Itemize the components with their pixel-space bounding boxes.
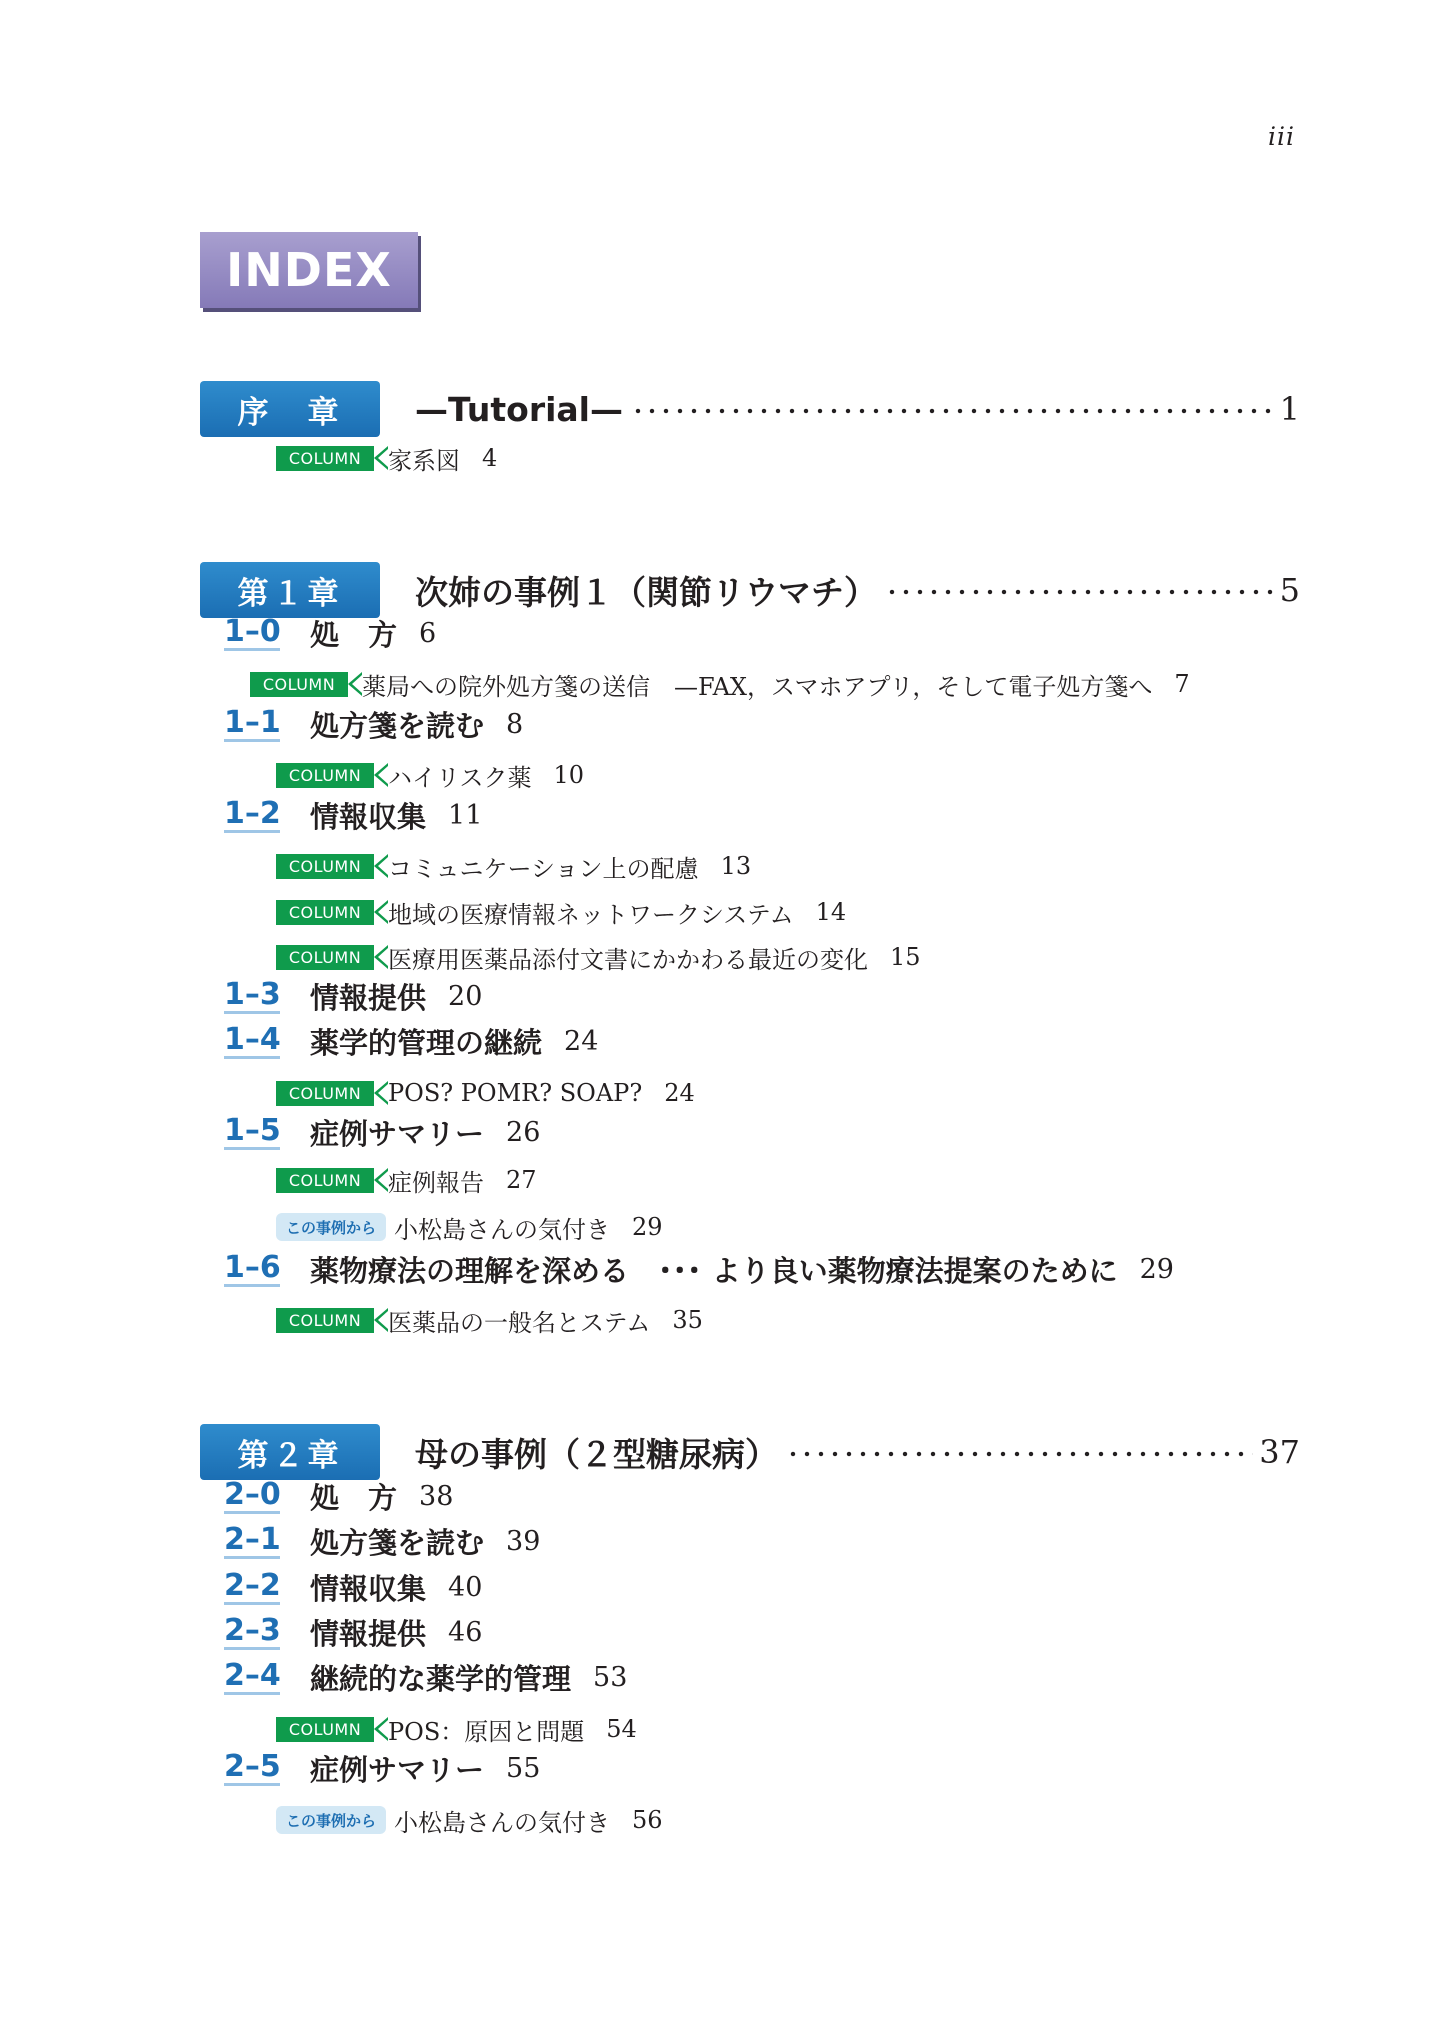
chapter-heading[interactable]	[200, 1424, 1300, 1480]
section-title: 処方箋を読む	[310, 708, 485, 743]
section-title: 情報収集	[310, 799, 427, 834]
section-page: 20	[448, 980, 483, 1012]
leader-dots	[631, 408, 1274, 414]
section-page: 55	[506, 1752, 541, 1784]
column-title: コミュニケーション上の配慮	[388, 854, 699, 883]
section-entry[interactable]	[224, 1021, 598, 1061]
section-number: 1–4	[224, 1021, 281, 1057]
section-entry[interactable]	[224, 1521, 540, 1561]
section-page: 24	[564, 1025, 599, 1057]
section-title: 継続的な薬学的管理	[310, 1661, 572, 1696]
chapter-heading[interactable]	[200, 381, 1300, 437]
section-entry[interactable]	[224, 1748, 540, 1788]
column-entry[interactable]	[250, 668, 1190, 700]
chapter-page: 37	[1259, 1433, 1300, 1471]
column-page: 14	[815, 898, 847, 926]
section-title: 情報収集	[310, 1571, 427, 1606]
column-badge: COLUMN	[276, 945, 374, 970]
chapter-page: 1	[1279, 390, 1300, 428]
chapter-page: 5	[1279, 571, 1300, 609]
section-entry[interactable]	[224, 976, 482, 1016]
section-entry[interactable]	[224, 1476, 453, 1516]
section-entry[interactable]	[224, 704, 523, 744]
section-number: 2–2	[224, 1567, 281, 1603]
column-entry[interactable]	[276, 850, 751, 882]
column-entry[interactable]	[276, 1304, 703, 1336]
column-page: 35	[672, 1306, 703, 1334]
chapter-title: 次姉の事例１（関節リウマチ）	[415, 572, 877, 612]
column-badge: COLUMN	[276, 1717, 374, 1742]
chapter-badge: 第１章	[200, 562, 380, 618]
chapter-title-row	[415, 562, 1300, 618]
column-entry[interactable]	[276, 759, 584, 791]
column-title: POS? POMR? SOAP?	[388, 1079, 643, 1107]
column-page: 13	[720, 852, 752, 880]
column-page: 24	[664, 1079, 695, 1107]
page-number: iii	[1268, 122, 1295, 151]
case-entry[interactable]	[276, 1804, 663, 1836]
column-title: 地域の医療情報ネットワークシステム	[388, 900, 794, 929]
section-number: 2–0	[224, 1476, 281, 1512]
section-page: 53	[593, 1661, 628, 1693]
section-title: 処 方	[310, 1480, 398, 1515]
column-entry[interactable]	[276, 941, 921, 973]
section-title: 処 方	[310, 617, 398, 652]
section-page: 38	[419, 1480, 454, 1512]
column-page: 54	[606, 1715, 637, 1743]
column-badge: COLUMN	[276, 446, 374, 471]
case-page: 29	[632, 1213, 663, 1241]
case-badge: この事例から	[276, 1806, 386, 1834]
section-number: 1–3	[224, 976, 281, 1012]
chapter-title: 母の事例（２型糖尿病）	[415, 1434, 778, 1474]
column-badge: COLUMN	[276, 1081, 374, 1106]
section-number: 2–1	[224, 1521, 281, 1557]
chapter-title-row	[415, 1424, 1300, 1480]
section-entry[interactable]	[224, 1657, 627, 1697]
section-number: 1–1	[224, 704, 281, 740]
column-badge: COLUMN	[276, 763, 374, 788]
chapter-badge: 序 章	[200, 381, 380, 437]
column-page: 10	[553, 761, 585, 789]
column-title: 医薬品の一般名とステム	[388, 1308, 651, 1337]
column-title: 薬局への院外処方箋の送信 —FAX，スマホアプリ，そして電子処方箋へ	[362, 672, 1153, 701]
section-number: 1–0	[224, 613, 281, 649]
section-title: 症例サマリー	[310, 1116, 485, 1151]
section-title: 情報提供	[310, 1616, 427, 1651]
column-badge: COLUMN	[276, 854, 374, 879]
column-title: 家系図	[388, 446, 460, 475]
section-page: 26	[506, 1116, 541, 1148]
case-entry[interactable]	[276, 1211, 663, 1243]
column-page: 27	[506, 1166, 537, 1194]
column-entry[interactable]	[276, 442, 497, 474]
column-entry[interactable]	[276, 1077, 695, 1109]
section-page: 46	[448, 1616, 483, 1648]
case-page: 56	[632, 1806, 663, 1834]
chapter-badge: 第２章	[200, 1424, 380, 1480]
section-page: 8	[506, 708, 524, 740]
leader-dots	[885, 589, 1274, 595]
section-entry[interactable]	[224, 613, 436, 653]
section-title: 症例サマリー	[310, 1752, 485, 1787]
column-title: 医療用医薬品添付文書にかかわる最近の変化	[388, 945, 868, 974]
chapter-title: —Tutorial—	[415, 389, 623, 429]
section-title: 処方箋を読む	[310, 1525, 485, 1560]
section-page: 11	[448, 799, 483, 831]
section-title: 薬学的管理の継続	[310, 1025, 543, 1060]
section-number: 2–5	[224, 1748, 281, 1784]
section-page: 6	[419, 617, 437, 649]
case-title: 小松島さんの気付き	[394, 1808, 610, 1837]
section-entry[interactable]	[224, 1249, 1174, 1289]
index-heading: INDEX	[200, 232, 418, 308]
column-badge: COLUMN	[250, 672, 348, 697]
section-entry[interactable]	[224, 1567, 482, 1607]
column-page: 4	[482, 444, 498, 472]
leader-dots	[786, 1451, 1253, 1457]
section-page: 29	[1139, 1253, 1174, 1285]
column-entry[interactable]	[276, 1713, 637, 1745]
section-number: 1–6	[224, 1249, 281, 1285]
section-entry[interactable]	[224, 795, 482, 835]
section-title: 情報提供	[310, 980, 427, 1015]
section-number: 1–5	[224, 1112, 281, 1148]
section-page: 39	[506, 1525, 541, 1557]
section-page: 40	[448, 1571, 483, 1603]
column-title: ハイリスク薬	[388, 763, 532, 792]
section-number: 2–3	[224, 1612, 281, 1648]
column-badge: COLUMN	[276, 1308, 374, 1333]
column-page: 7	[1174, 670, 1190, 698]
case-title: 小松島さんの気付き	[394, 1215, 610, 1244]
section-entry[interactable]	[224, 1612, 482, 1652]
column-badge: COLUMN	[276, 900, 374, 925]
chapter-heading[interactable]	[200, 562, 1300, 618]
chapter-title-row	[415, 381, 1300, 437]
case-badge: この事例から	[276, 1213, 386, 1241]
column-title: 症例報告	[388, 1168, 484, 1197]
column-entry[interactable]	[276, 1164, 537, 1196]
section-title: 薬物療法の理解を深める ･･･ より良い薬物療法提案のために	[310, 1253, 1118, 1288]
section-number: 2–4	[224, 1657, 281, 1693]
column-page: 15	[890, 943, 921, 971]
column-title: POS：原因と問題	[388, 1717, 585, 1746]
section-number: 1–2	[224, 795, 281, 831]
column-badge: COLUMN	[276, 1168, 374, 1193]
column-entry[interactable]	[276, 896, 846, 928]
section-entry[interactable]	[224, 1112, 540, 1152]
